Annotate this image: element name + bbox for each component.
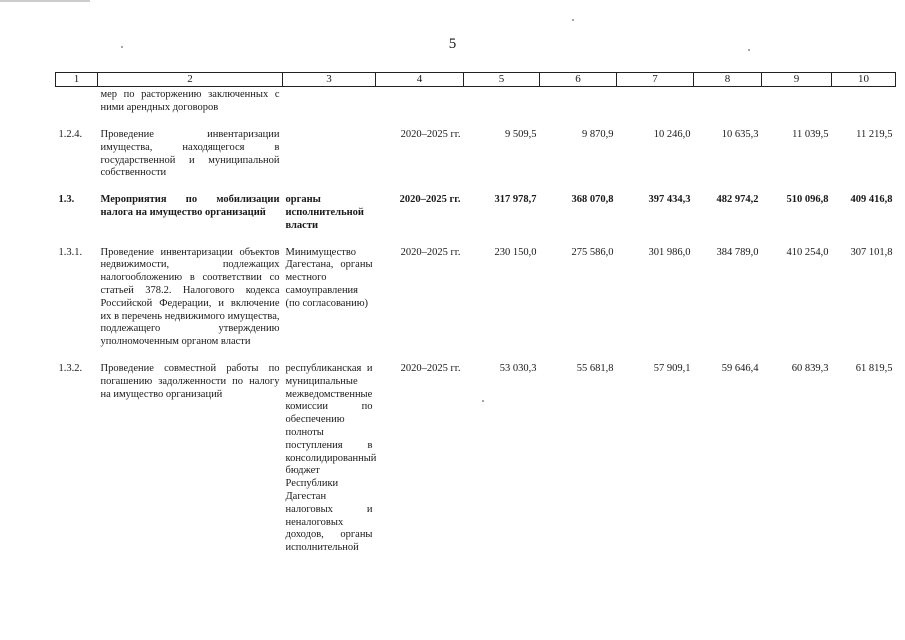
row-number	[56, 87, 98, 115]
scan-speck	[572, 19, 574, 21]
period	[376, 87, 464, 115]
value-2025	[832, 87, 896, 115]
value-2025: 11 219,5	[856, 129, 893, 140]
page-number: 5	[448, 36, 457, 52]
header-cell: 10	[832, 73, 896, 87]
value-2021: 9 870,9	[582, 129, 614, 140]
table-row	[56, 180, 896, 232]
measures-table	[55, 72, 896, 555]
value-2020: 9 509,5	[505, 129, 537, 140]
value-2023: 59 646,4	[721, 362, 759, 374]
value-2025: 61 819,5	[855, 362, 893, 374]
value-2021: 368 070,8	[571, 194, 614, 206]
value-2023: 482 974,2	[716, 194, 759, 206]
row-number: 1.3.	[58, 194, 75, 206]
measure-name: Мероприятия по мобилизации налога на имущество организаций	[100, 194, 280, 218]
period: 2020–2025 гг.	[399, 194, 461, 206]
value-2021: 55 681,8	[576, 362, 614, 374]
executor: органы исполнительной власти	[285, 194, 364, 231]
measure-name: мер по расторжению заключенных с ними арендных договоров	[100, 89, 280, 114]
value-2023: 10 635,3	[721, 129, 759, 140]
table-row	[56, 115, 896, 180]
period: 2020–2025 гг.	[400, 246, 461, 258]
header-cell: 4	[376, 73, 464, 87]
value-2023: 384 789,0	[716, 246, 759, 258]
value-2020: 317 978,7	[494, 194, 537, 206]
table-row	[56, 87, 896, 115]
value-2024	[762, 87, 832, 115]
value-2021: 275 586,0	[571, 246, 614, 258]
measure-name: Проведение инвентаризации объектов недвижимости, подлежащих налогообложению в соответствии со статьей 378.2. Налогового кодекса Российской Федерации, и включение их в перечень недвижимого имущества, подлежащего утверждению уполномоченным органом власти	[100, 246, 280, 348]
value-2022	[617, 87, 694, 115]
value-2024: 510 096,8	[786, 194, 829, 206]
value-2025: 409 416,8	[850, 194, 893, 206]
measure-name: Проведение совместной работы по погашению задолженности по налогу на имущество организаций	[100, 362, 280, 400]
header-cell: 1	[56, 73, 98, 87]
value-2024: 11 039,5	[792, 129, 829, 140]
value-2020: 53 030,3	[499, 362, 537, 374]
value-2020: 230 150,0	[494, 246, 537, 258]
row-number: 1.2.4.	[58, 129, 83, 140]
executor: Минимущество Дагестана, органы местного самоуправления (по согласованию)	[285, 246, 373, 309]
header-cell: 6	[540, 73, 617, 87]
value-2025: 307 101,8	[850, 246, 893, 258]
header-row	[56, 73, 896, 87]
header-cell: 7	[617, 73, 694, 87]
header-cell: 2	[98, 73, 283, 87]
header-cell: 9	[762, 73, 832, 87]
header-cell: 3	[283, 73, 376, 87]
executor	[283, 115, 376, 180]
value-2022: 57 909,1	[653, 362, 691, 374]
header-cell: 5	[464, 73, 540, 87]
value-2024: 60 839,3	[791, 362, 829, 374]
value-2023	[694, 87, 762, 115]
scan-artifact	[0, 0, 90, 2]
value-2024: 410 254,0	[786, 246, 829, 258]
value-2022: 397 434,3	[648, 194, 691, 206]
value-2022: 301 986,0	[648, 246, 691, 258]
row-number: 1.3.1.	[58, 246, 83, 258]
period: 2020–2025 гг.	[400, 129, 461, 140]
table-row	[56, 349, 896, 555]
value-2021	[540, 87, 617, 115]
measure-name: Проведение инвентаризации имущества, находящегося в государственной и муниципальной собственности	[100, 129, 280, 179]
table-row	[56, 233, 896, 349]
value-2020	[464, 87, 540, 115]
header-cell: 8	[694, 73, 762, 87]
executor: республиканская и муниципальные межведомственные комиссии по обеспечению полноты поступления в консолидированный бюджет Республики Дагестан налоговых и неналоговых доходов, органы исполнительной	[285, 362, 377, 554]
period: 2020–2025 гг.	[400, 362, 461, 374]
row-number: 1.3.2.	[58, 362, 83, 374]
executor	[283, 87, 376, 115]
value-2022: 10 246,0	[653, 129, 691, 140]
